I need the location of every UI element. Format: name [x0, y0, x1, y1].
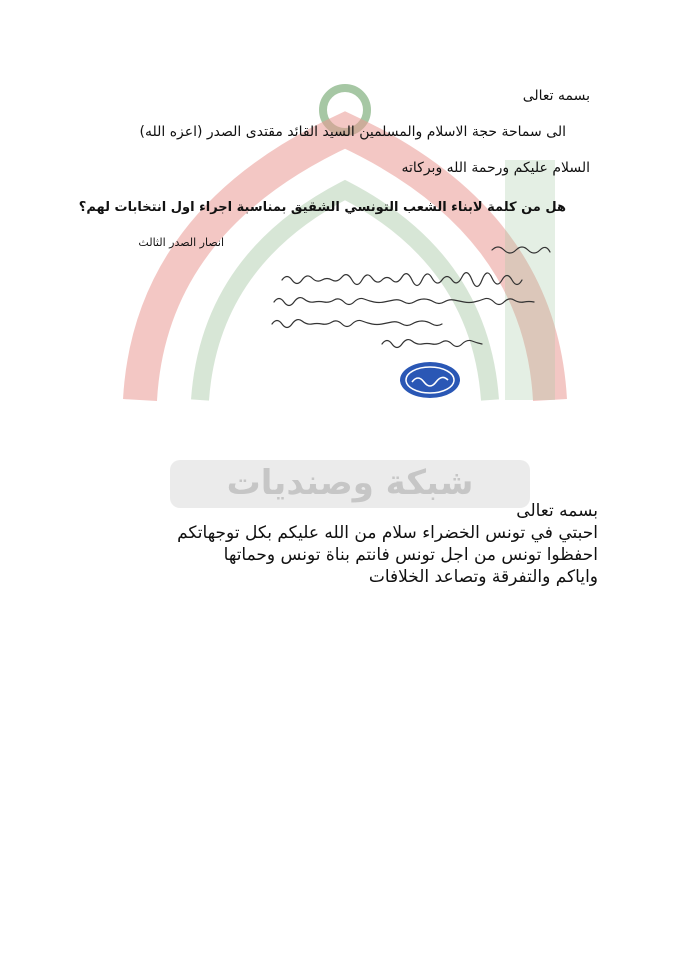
reply-line: احبتي في تونس الخضراء سلام من الله عليكم بكل توجهاتكم	[177, 523, 598, 543]
handwriting-line	[282, 273, 522, 287]
question-addressee: الى سماحة حجة الاسلام والمسلمين السيد القائد مقتدى الصدر (اعزه الله)	[139, 124, 566, 140]
watermark-text: شبكة وصنديات	[226, 463, 474, 503]
handwriting-line	[492, 247, 550, 253]
handwriting-line	[272, 320, 442, 328]
reply-line: احفظوا تونس من اجل تونس فانتم بناة تونس وحماتها	[223, 545, 598, 565]
handwriting-line	[382, 340, 482, 348]
reply-line: واياكم والتفرقة وتصاعد الخلافات	[368, 567, 598, 587]
question-text: هل من كلمة لابناء الشعب التونسي الشقيق بمناسبة اجراء اول انتخابات لهم؟	[78, 200, 566, 215]
handwriting-line	[274, 298, 534, 306]
official-seal	[398, 360, 462, 400]
handwritten-reply-image	[262, 240, 562, 360]
reply-heading: بسمه تعالى	[516, 501, 598, 521]
question-greeting: السلام عليكم ورحمة الله وبركاته	[401, 160, 590, 176]
question-signature: انصار الصدر الثالث	[138, 236, 224, 249]
question-heading: بسمه تعالى	[522, 88, 590, 104]
reply-transcription	[177, 500, 598, 588]
